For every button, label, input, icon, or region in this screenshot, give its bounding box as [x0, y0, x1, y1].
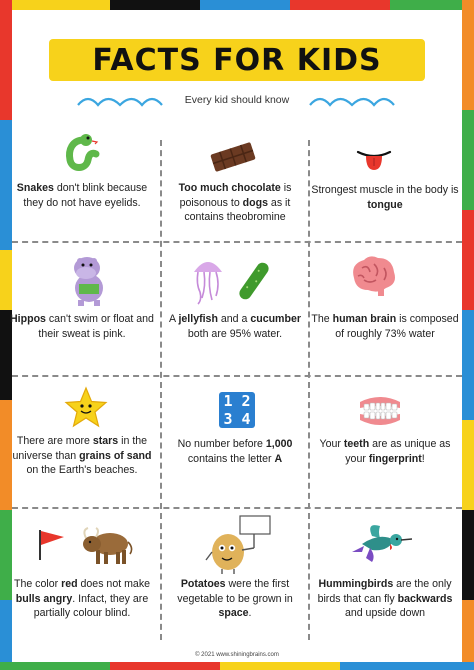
fact-numbers: No number before 1,000 contains the letter A: [177, 438, 293, 465]
grid-divider-h3: [12, 507, 462, 509]
chocolate-bar-icon: [208, 142, 258, 172]
star-icon: [64, 386, 108, 430]
potato-icon: [204, 514, 274, 574]
border-right-orange2: [462, 600, 474, 670]
border-bottom-blue: [340, 662, 474, 670]
number-digit: 2: [241, 392, 251, 410]
fact-stars: There are more stars in the universe than grains of sand on the Earth's beaches.: [12, 435, 152, 476]
border-right-blue: [462, 310, 474, 420]
grid-divider-h1: [12, 241, 462, 243]
tongue-icon: [356, 148, 392, 174]
border-top-red: [290, 0, 390, 10]
border-bottom-yellow: [220, 662, 340, 670]
subtitle: Every kid should know: [184, 94, 290, 106]
jellyfish-icon: [190, 254, 226, 306]
red-flag-icon: [36, 528, 66, 562]
fact-hummingbirds: Hummingbirds are the only birds that can fly backwards and upside down: [317, 578, 453, 619]
cucumber-icon: [238, 258, 270, 304]
brain-icon: [348, 254, 398, 296]
fact-brain: The human brain is composed of roughly 73% water: [311, 313, 459, 340]
fact-jellyfish: A jellyfish and a cucumber both are 95% water.: [169, 313, 301, 340]
border-bottom-green: [0, 662, 110, 670]
fact-hippos: Hippos can't swim or float and their sweat is pink.: [10, 313, 154, 340]
page-title: FACTS FOR KIDS: [49, 39, 425, 81]
fact-snakes: Snakes don't blink because they do not have eyelids.: [16, 182, 148, 209]
bull-icon: [80, 518, 134, 568]
teeth-icon: [358, 394, 402, 428]
fact-potatoes: Potatoes were the first vegetable to be grown in space.: [177, 578, 293, 619]
snake-icon: [62, 132, 104, 174]
border-right-black: [462, 510, 474, 600]
border-bottom-red: [110, 662, 220, 670]
numbers-icon: [219, 392, 255, 428]
squiggle-right-decoration: [308, 93, 396, 107]
number-digit: 1: [223, 392, 233, 410]
hippo-icon: [66, 252, 112, 306]
border-left-yellow: [0, 250, 12, 310]
fact-bulls: The color red does not make bulls angry. Infact, they are partially colour blind.: [13, 578, 151, 619]
border-right-red: [462, 210, 474, 310]
footer-copyright: © 2021 www.shiningbrains.com: [195, 652, 279, 658]
fact-teeth: Your teeth are as unique as your fingerprint!: [319, 438, 451, 465]
number-digit: 4: [241, 410, 251, 428]
fact-tongue: Strongest muscle in the body is tongue: [311, 184, 459, 211]
number-digit: 3: [223, 410, 233, 428]
border-right-green: [462, 110, 474, 210]
border-right-yellow: [462, 420, 474, 510]
border-top-black: [110, 0, 200, 10]
grid-divider-h2: [12, 375, 462, 377]
hummingbird-icon: [350, 522, 412, 566]
fact-chocolate: Too much chocolate is poisonous to dogs as it contains theobromine: [178, 182, 292, 223]
border-top-blue: [200, 0, 290, 10]
